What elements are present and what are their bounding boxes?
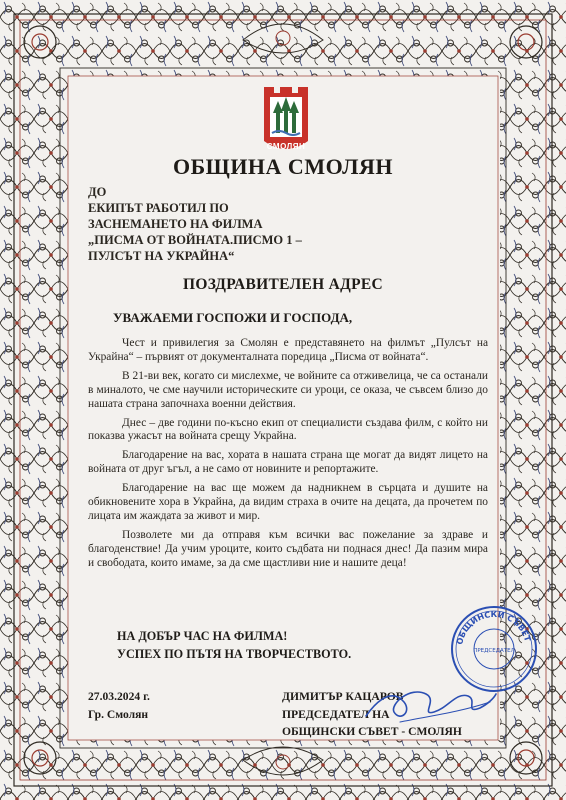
body-paragraph: Позволете ми да отправя към всички вас пожелание за здраве и благоденствие! Да учим уроците, които съдбата ни поднася днес! Да пазим мира и свободата, които имаме, за да сме щастливи ние и нашите деца! bbox=[88, 528, 488, 569]
logo-text: СМОЛЯН bbox=[266, 142, 306, 151]
body-paragraph: В 21-ви век, когато си мислехме, че войните са отживелица, че са останали в миналото, че сме научили историческите си уроци, се оказа, че съвсем близо до нашата страна започнаха военни действия. bbox=[88, 369, 488, 410]
body-paragraph: Чест и привилегия за Смолян е представянето на филмът „Пулсът на Украйна“ – първият от документалната поредица „Писма от войната“. bbox=[88, 337, 488, 363]
addressee-line: ПУЛСЪТ НА УКРАЙНА“ bbox=[88, 249, 235, 263]
letter-body bbox=[88, 337, 488, 576]
signatory-position: ПРЕДСЕДАТЕЛ НА bbox=[282, 707, 390, 721]
closing-wishes bbox=[117, 627, 351, 663]
svg-text:ПРЕДСЕДАТЕЛ: ПРЕДСЕДАТЕЛ bbox=[473, 648, 515, 654]
salutation: УВАЖАЕМИ ГОСПОЖИ И ГОСПОДА, bbox=[113, 310, 353, 325]
addressee-line: „ПИСМА ОТ ВОЙНАТА.ПИСМО 1 – bbox=[88, 233, 302, 247]
signatory-name: ДИМИТЪР КАЦАРОВ bbox=[282, 690, 404, 703]
wish-line: УСПЕХ ПО ПЪТЯ НА ТВОРЧЕСТВОТО. bbox=[117, 647, 352, 661]
body-paragraph: Благодарение на вас ще можем да надникнем в сърцата и душите на обикновените хора в Украйна, да видим страха в очите на децата, да прочетем по лицата им жаждата за живот и мир. bbox=[88, 482, 488, 522]
addressee-block bbox=[88, 184, 468, 264]
body-paragraph: Благодарение на вас, хората в нашата страна ще могат да видят лицето на войната от друг ъгъл, а не само от новините и репортажите. bbox=[88, 449, 488, 476]
signatory-position: ОБЩИНСКИ СЪВЕТ - СМОЛЯН bbox=[282, 725, 462, 738]
addressee-line: ДО bbox=[88, 185, 107, 199]
document-place: Гр. Смолян bbox=[88, 707, 149, 721]
stamp-icon bbox=[448, 603, 540, 695]
svg-text:ОБЩИНСКИ СЪВЕТ: ОБЩИНСКИ СЪВЕТ bbox=[455, 609, 533, 646]
body-paragraph: Днес – две години по-късно екип от специалисти създава филм, с който ни показва ужасът на войната срещу Украйна. bbox=[88, 416, 488, 443]
document-subtitle: ПОЗДРАВИТЕЛЕН АДРЕС bbox=[183, 276, 383, 293]
page-title: ОБЩИНА СМОЛЯН bbox=[173, 154, 393, 179]
wish-line: НА ДОБЪР ЧАС НА ФИЛМА! bbox=[117, 629, 288, 643]
document-date: 27.03.2024 г. bbox=[88, 690, 150, 703]
addressee-line: ЕКИПЪТ РАБОТИЛ ПО bbox=[88, 201, 229, 215]
addressee-line: ЗАСНЕМАНЕТО НА ФИЛМА bbox=[88, 217, 263, 231]
date-place-block bbox=[88, 688, 150, 723]
